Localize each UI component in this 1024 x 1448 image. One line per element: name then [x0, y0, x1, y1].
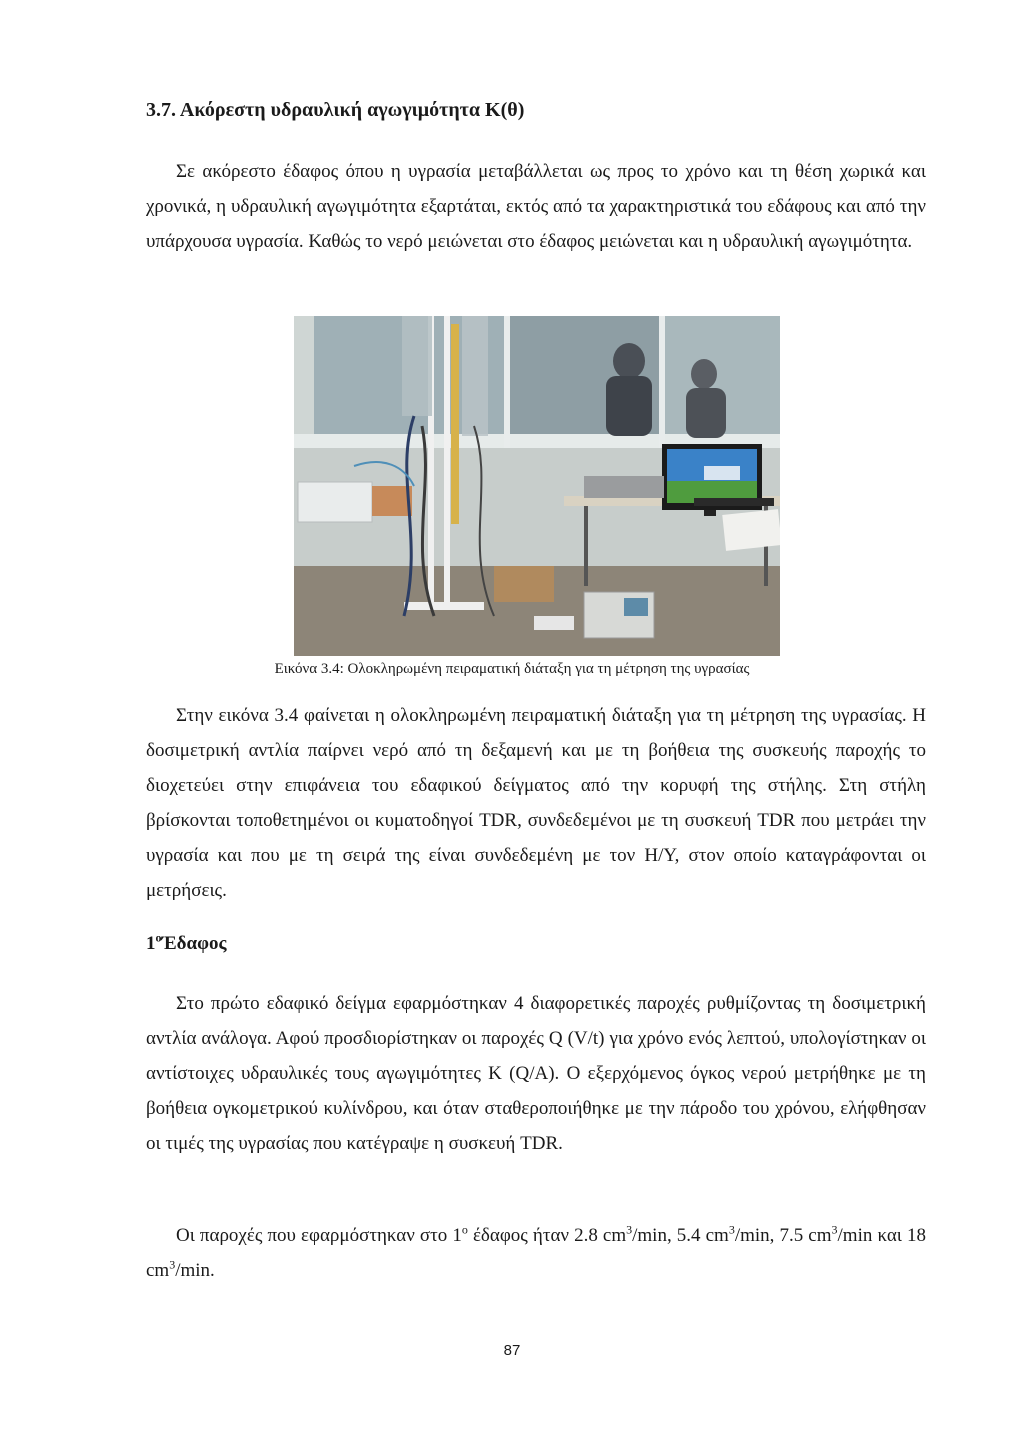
figure-description-paragraph: Στην εικόνα 3.4 φαίνεται η ολοκληρωμένη πειραματική διάταξη για τη μέτρηση της υγρασίας. Η δοσιμετρική αντλία παίρνει νερό από τη δεξαμενή και με τη βοήθεια της συσκευής παροχής το διοχετεύει στην επιφάνεια του εδαφικού δείγματος από την κορυφή της στήλης. Στη στήλη βρίσκονται τοποθετημένοι οι κυματοδηγοί TDR, συνδεδεμένοι με τη συσκευή TDR που μετράει την υγρασία και που με τη σειρά της είναι συνδεδεμένη με τον Η/Υ, στον οποίο καταγράφονται οι μετρήσεις.: [146, 705, 926, 901]
flow-sup-5: 3: [169, 1257, 176, 1272]
flow-sup-2: 3: [626, 1222, 633, 1237]
flow-text-3: /min, 5.4 cm: [632, 1225, 729, 1246]
flow-text-1: Οι παροχές που εφαρμόστηκαν στο 1: [176, 1225, 462, 1246]
flow-sup-1: ο: [461, 1222, 468, 1237]
section-heading: 3.7. Ακόρεστη υδραυλική αγωγιμότητα Κ(θ): [146, 99, 525, 121]
subsection-number: 1: [146, 933, 156, 954]
flow-rates-paragraph: [146, 1218, 926, 1288]
subsection-heading: [146, 930, 227, 958]
flow-sup-4: 3: [831, 1222, 838, 1237]
intro-paragraph: Σε ακόρεστο έδαφος όπου η υγρασία μεταβάλλεται ως προς το χρόνο και τη θέση χωρικά και χρονικά, η υδραυλική αγωγιμότητα εξαρτάται, εκτός από τα χαρακτηριστικά του εδάφους και από την υπάρχουσα υγρασία. Καθώς το νερό μειώνεται στο έδαφος μειώνεται και η υδραυλική αγωγιμότητα.: [146, 161, 926, 252]
method-paragraph: Στο πρώτο εδαφικό δείγμα εφαρμόστηκαν 4 διαφορετικές παροχές ρυθμίζοντας τη δοσιμετρική αντλία ανάλογα. Αφού προσδιορίστηκαν οι παροχές Q (V/t) για χρόνο ενός λεπτού, υπολογίστηκαν οι αντίστοιχες υδραυλικές τους αγωγιμότητες Κ (Q/A). Ο εξερχόμενος όγκος νερού μετρήθηκε με τη βοήθεια ογκομετρικού κυλίνδρου, και όταν σταθεροποιήθηκε με την πάροδο του χρόνου, ελήφθησαν οι τιμές της υγρασίας που κατέγραψε η συσκευή TDR.: [146, 993, 926, 1154]
experiment-setup-photo: [294, 316, 780, 656]
page-number: 87: [503, 1342, 521, 1359]
subsection-title: Έδαφος: [161, 933, 227, 954]
flow-text-5: /min και 18 cm: [146, 1225, 926, 1281]
flow-sup-3: 3: [728, 1222, 735, 1237]
subsection-ordinal: ο: [155, 930, 162, 945]
flow-text-4: /min, 7.5 cm: [734, 1225, 832, 1246]
flow-text-6: /min.: [175, 1260, 215, 1281]
flow-text-2: έδαφος ήταν 2.8 cm: [467, 1225, 627, 1246]
figure-caption: Εικόνα 3.4: Ολοκληρωμένη πειραματική διάταξη για τη μέτρηση της υγρασίας: [274, 661, 750, 677]
